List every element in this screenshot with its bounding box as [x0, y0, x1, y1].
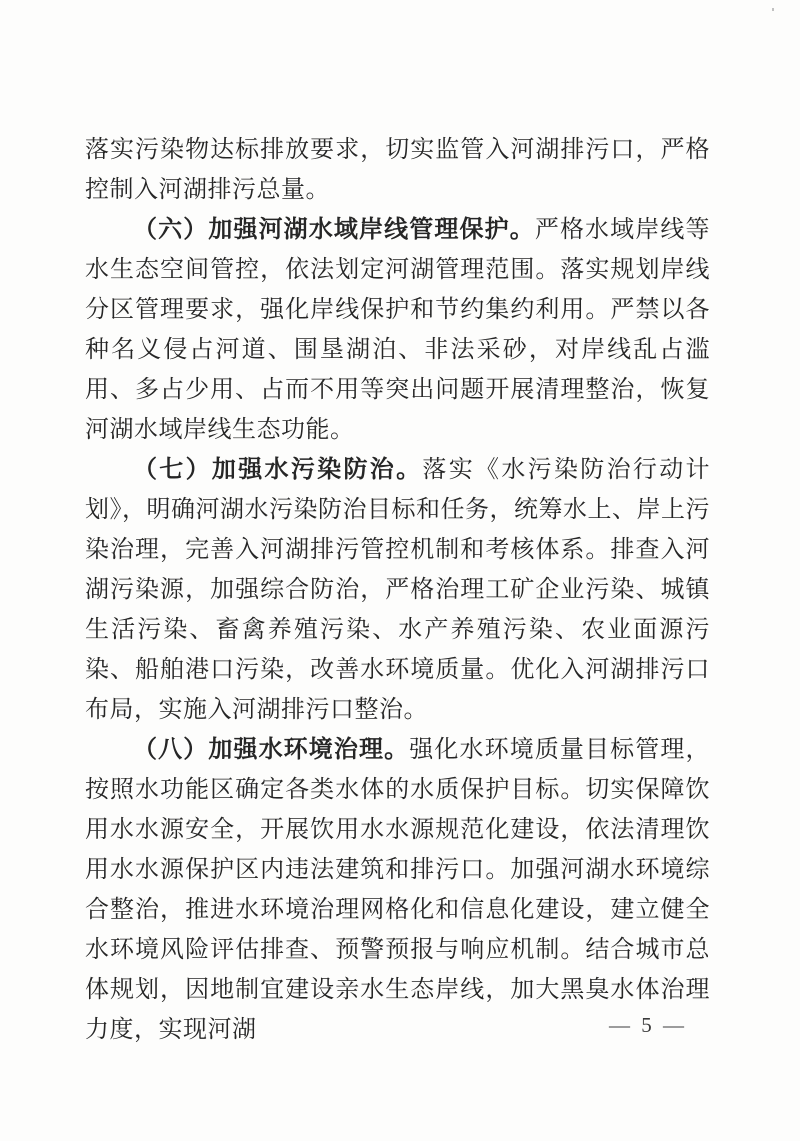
section-heading: （六）加强河湖水域岸线管理保护。: [133, 217, 535, 243]
paragraph: [85, 450, 710, 730]
body-text: 落实污染物达标排放要求，切实监管入河湖排污口，严格控制入河湖排污总量。: [85, 137, 710, 203]
body-text: 强化水环境质量目标管理，按照水功能区确定各类水体的水质保护目标。切实保障饮用水水源安全，开展饮用水水源规范化建设，依法清理饮用水水源保护区内违法建筑和排污口。加强河湖水环境综合整治，推进水环境治理网格化和信息化建设，建立健全水环境风险评估排查、预警预报与响应机制。结合城市总体规划，因地制宜建设亲水生态岸线，加大黑臭水体治理力度，实现河湖: [85, 737, 710, 1043]
body-text: 严格水域岸线等水生态空间管控，依法划定河湖管理范围。落实规划岸线分区管理要求，强化岸线保护和节约集约利用。严禁以各种名义侵占河道、围垦湖泊、非法采砂，对岸线乱占滥用、多占少用、占而不用等突出问题开展清理整治，恢复河湖水域岸线生态功能。: [85, 217, 711, 443]
page-footer: [603, 1012, 693, 1038]
paragraph: [85, 210, 710, 450]
section-heading: （七）加强水污染防治。: [133, 457, 423, 483]
body-text: 落实《水污染防治行动计划》，明确河湖水污染防治目标和任务，统筹水上、岸上污染治理，完善入河湖排污管控机制和考核体系。排查入河湖污染源，加强综合防治，严格治理工矿企业污染、城镇生活污染、畜禽养殖污染、水产养殖污染、农业面源污染、船舶港口污染，改善水环境质量。优化入河湖排污口布局，实施入河湖排污口整治。: [85, 457, 711, 723]
section-heading: （八）加强水环境治理。: [133, 737, 410, 763]
document-body: [85, 130, 710, 1050]
page-number: — 5 —: [609, 1013, 687, 1037]
paragraph: [85, 130, 710, 210]
paragraph: [85, 730, 710, 1050]
scan-artifact: [772, 8, 774, 11]
